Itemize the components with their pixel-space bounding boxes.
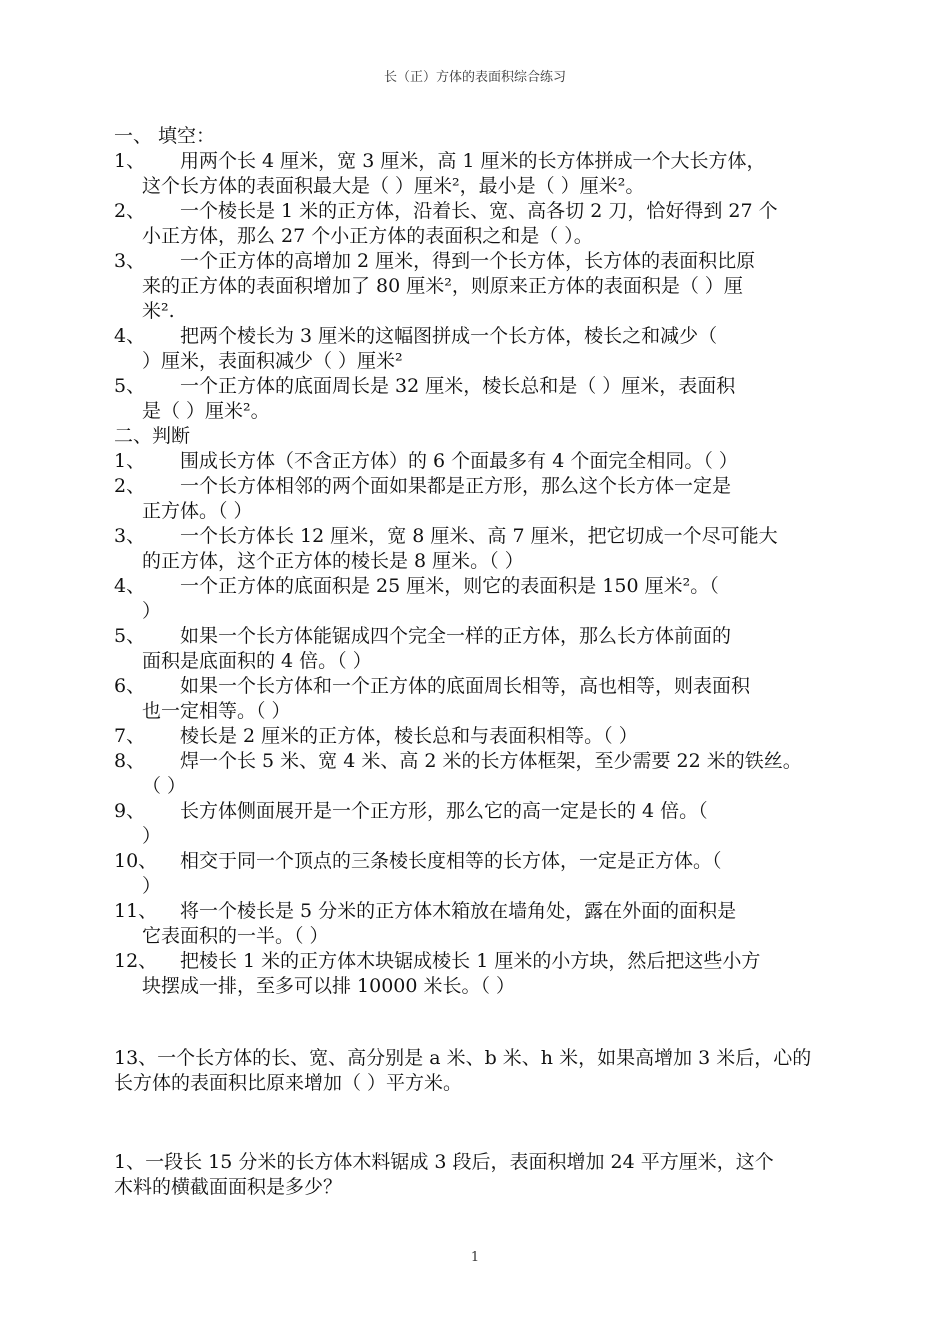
question-text — [180, 449, 844, 474]
question-line1: 如果一个长方体和一个正方体的底面周长相等，高也相等，则表面积 — [180, 675, 751, 697]
spacer — [114, 1096, 844, 1150]
question-item — [114, 249, 844, 324]
question-line2: 它表面积的一半。（ ） — [142, 925, 329, 947]
question-line1: 一个正方体的高增加 2 厘米，得到一个长方体，长方体的表面积比原 — [180, 250, 756, 272]
question-line2: 正方体。（ ） — [142, 500, 253, 522]
question-item — [114, 799, 844, 849]
spacer — [114, 999, 844, 1046]
question-number: 12、 — [114, 950, 158, 972]
question-item — [114, 449, 844, 474]
question-number: 4、 — [114, 575, 146, 597]
question-line2: 面积是底面积的 4 倍。（ ） — [142, 650, 372, 672]
question-text — [142, 524, 844, 574]
question-item — [114, 849, 844, 899]
section1-title: 一、 填空： — [114, 125, 216, 147]
q13-line2: 长方体的表面积比原来增加（ ）平方米。 — [114, 1072, 463, 1094]
application-question-line1: 1、一段长 15 分米的长方体木料锯成 3 段后，表面积增加 24 平方厘米，这个 — [114, 1151, 774, 1173]
question-line1: 如果一个长方体能锯成四个完全一样的正方体，那么长方体前面的 — [180, 625, 732, 647]
question-line1: 一个正方体的底面积是 25 厘米，则它的表面积是 150 厘米²。（ — [180, 575, 719, 597]
question-line1: 将一个棱长是 5 分米的正方体木箱放在墙角处，露在外面的面积是 — [180, 900, 737, 922]
question-text — [142, 574, 844, 624]
question-number: 1、 — [114, 150, 146, 172]
question-text — [142, 949, 844, 999]
question-item — [114, 199, 844, 249]
question-item — [114, 374, 844, 424]
question-number: 9、 — [114, 800, 146, 822]
question-item — [114, 724, 844, 749]
content — [114, 124, 844, 1200]
question-item — [114, 624, 844, 674]
question-line2: 的正方体，这个正方体的棱长是 8 厘米。（ ） — [142, 550, 524, 572]
q13-line1: 13、一个长方体的长、宽、高分别是 a 米、b 米、h 米，如果高增加 3 米后，心的 — [114, 1047, 812, 1069]
question-number: 1、 — [114, 450, 146, 472]
question-line2: 这个长方体的表面积最大是（ ）厘米²，最小是（ ）厘米²。 — [142, 175, 645, 197]
question-text — [142, 799, 844, 849]
question-item — [114, 574, 844, 624]
question-number: 5、 — [114, 625, 146, 647]
question-line1: 一个棱长是 1 米的正方体，沿着长、宽、高各切 2 刀，恰好得到 27 个 — [180, 200, 778, 222]
question-number: 6、 — [114, 675, 146, 697]
question-number: 2、 — [114, 475, 146, 497]
question-line1: 焊一个长 5 米、宽 4 米、高 2 米的长方体框架，至少需要 22 米的铁丝。 — [180, 750, 802, 772]
question-text — [142, 474, 844, 524]
question-item — [114, 474, 844, 524]
question-line2: ） — [142, 825, 162, 847]
question-item — [114, 899, 844, 949]
question-number: 11、 — [114, 900, 158, 922]
question-line1: 用两个长 4 厘米，宽 3 厘米，高 1 厘米的长方体拼成一个大长方体， — [180, 150, 766, 172]
question-number: 2、 — [114, 200, 146, 222]
question-text — [142, 849, 844, 899]
question-text — [142, 149, 844, 199]
page-number: 1 — [470, 1250, 480, 1265]
question-text — [142, 199, 844, 249]
question-number: 7、 — [114, 725, 146, 747]
section1-items — [114, 149, 844, 424]
question-number: 5、 — [114, 375, 146, 397]
question-line2: 是（ ）厘米²。 — [142, 400, 270, 422]
question-line2: ）厘米，表面积减少（ ）厘米² — [142, 350, 403, 372]
question-line1: 一个长方体长 12 厘米，宽 8 厘米、高 7 厘米，把它切成一个尽可能大 — [180, 525, 778, 547]
section2-items — [114, 449, 844, 999]
question-line1: 棱长是 2 厘米的正方体，棱长总和与表面积相等。（ ） — [180, 725, 638, 747]
question-number: 3、 — [114, 250, 146, 272]
page-header: 长（正）方体的表面积综合练习 — [383, 70, 566, 85]
question-line3: 米². — [142, 300, 175, 322]
question-number: 4、 — [114, 325, 146, 347]
question-line2: （ ） — [142, 775, 187, 797]
question-line1: 围成长方体（不含正方体）的 6 个面最多有 4 个面完全相同。（ ） — [180, 450, 738, 472]
question-item — [114, 149, 844, 199]
question-text — [180, 724, 844, 749]
question-item — [114, 749, 844, 799]
question-text — [142, 374, 844, 424]
question-text — [142, 899, 844, 949]
question-item — [114, 674, 844, 724]
question-text — [142, 324, 844, 374]
question-line1: 把两个棱长为 3 厘米的这幅图拼成一个长方体，棱长之和减少（ — [180, 325, 718, 347]
question-line1: 一个正方体的底面周长是 32 厘米，棱长总和是（ ）厘米，表面积 — [180, 375, 736, 397]
question-text — [142, 249, 844, 324]
question-item — [114, 949, 844, 999]
question-text — [142, 674, 844, 724]
question-text — [142, 749, 844, 799]
question-line2: ） — [142, 875, 162, 897]
question-line2: 也一定相等。（ ） — [142, 700, 291, 722]
question-line1: 相交于同一个顶点的三条棱长度相等的长方体，一定是正方体。（ — [180, 850, 722, 872]
question-line1: 长方体侧面展开是一个正方形，那么它的高一定是长的 4 倍。（ — [180, 800, 708, 822]
section2-title: 二、判断 — [114, 425, 191, 447]
question-item — [114, 324, 844, 374]
question-number: 10、 — [114, 850, 158, 872]
question-line2: 块摆成一排，至多可以排 10000 米长。（ ） — [142, 975, 516, 997]
question-line2: 小正方体，那么 27 个小正方体的表面积之和是（ ）。 — [142, 225, 593, 247]
question-line2: 来的正方体的表面积增加了 80 厘米²，则原来正方体的表面积是（ ）厘 — [142, 275, 743, 297]
application-question-line2: 木料的横截面面积是多少？ — [114, 1176, 343, 1198]
question-item — [114, 524, 844, 574]
question-line2: ） — [142, 600, 162, 622]
question-text — [142, 624, 844, 674]
question-line1: 把棱长 1 米的正方体木块锯成棱长 1 厘米的小方块，然后把这些小方 — [180, 950, 761, 972]
question-number: 8、 — [114, 750, 146, 772]
question-number: 3、 — [114, 525, 146, 547]
question-line1: 一个长方体相邻的两个面如果都是正方形，那么这个长方体一定是 — [180, 475, 732, 497]
